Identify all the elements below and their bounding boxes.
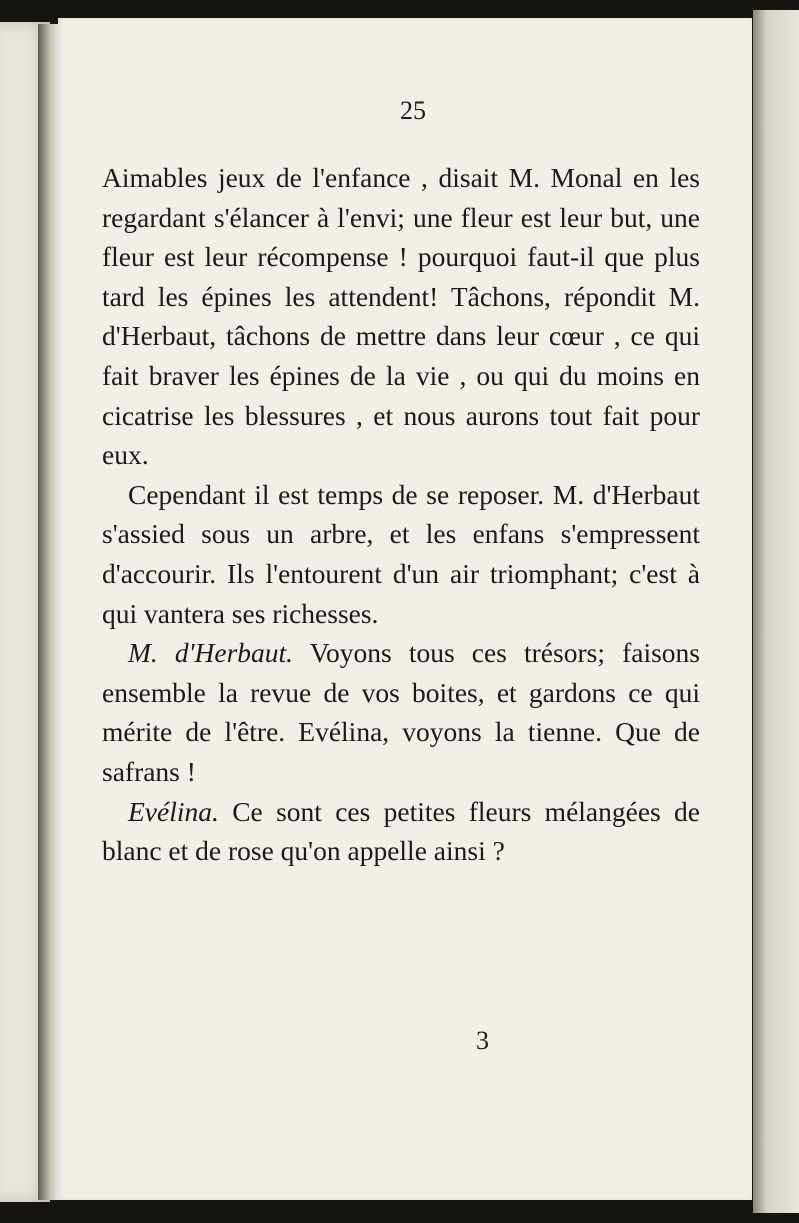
paragraph-text: Cependant il est temps de se reposer. M. d'Herbaut s'assied sous un arbre, et les enfans s'empressent d'accourir. Ils l'entourent d'un air triomphant; c'est à qui vantera ses richesses. [102, 478, 700, 629]
paragraph-1 [102, 158, 700, 475]
speaker-name: Evélina. [128, 795, 219, 827]
paragraph-2 [102, 475, 700, 633]
dialogue-text: Ce sont ces petites fleurs mélangées de blanc et de rose qu'on appelle ainsi ? [102, 795, 701, 867]
paragraph-text: Aimables jeux de l'enfance , disait M. Monal en les regardant s'élancer à l'envi; une fleur est leur but, une fleur est leur récompense ! pourquoi faut-il que plus tard les épines les attendent! Tâchons, répondit M. d'Herbaut, tâchons de mettre dans leur cœur , ce qui fait braver les épines de la vie , ou qui du moins en cicatrise les blessures , et nous aurons tout fait pour eux. [102, 162, 700, 471]
dialogue-evelina [102, 792, 700, 871]
book-gutter [38, 24, 60, 1200]
page-number: 25 [400, 96, 426, 125]
page-stack-edge [753, 10, 799, 1213]
dialogue-text: Voyons tous ces trésors; faisons ensemble la revue de vos boites, et gardons ce qui mérite de l'être. Evélina, voyons la tienne. Que de safrans ! [102, 637, 700, 787]
signature-mark: 3 [476, 1026, 489, 1055]
page-text [102, 158, 700, 871]
speaker-name: M. d'Herbaut. [128, 637, 294, 669]
book-page [58, 18, 752, 1200]
dialogue-herbaut [102, 633, 700, 791]
